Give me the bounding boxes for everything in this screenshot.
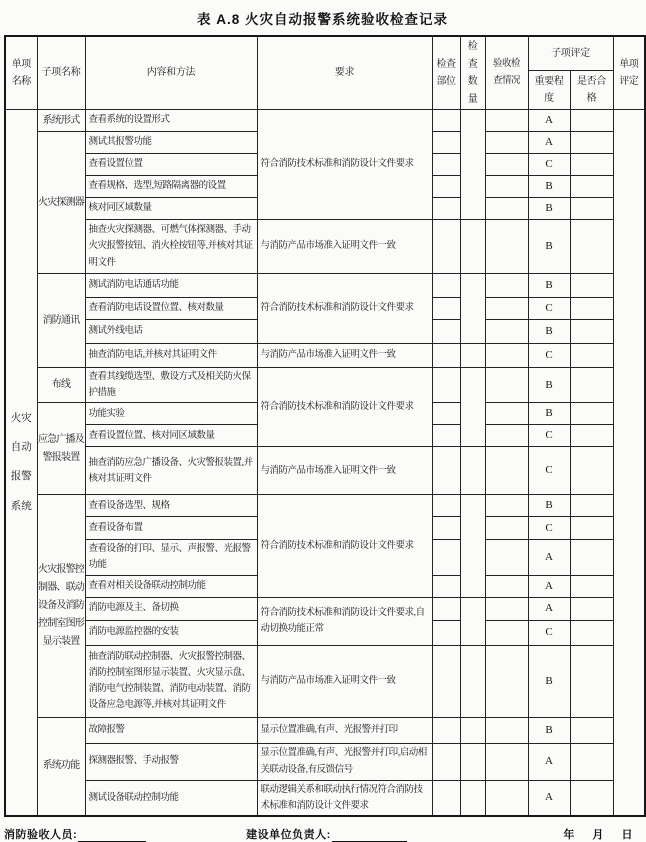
importance-cell: B (528, 368, 570, 403)
content-cell: 测试其报警功能 (85, 132, 257, 154)
qualified-cell (570, 517, 613, 540)
importance-cell: A (528, 780, 570, 816)
check-location-cell (432, 447, 460, 495)
qualified-cell (570, 540, 613, 575)
table-row (5, 597, 645, 620)
check-location-cell (432, 645, 460, 717)
content-cell: 测试消防电话通话功能 (85, 274, 257, 298)
importance-cell: B (528, 645, 570, 717)
table-row (5, 645, 645, 717)
subitem-cell: 应急广播及警报装置 (37, 403, 85, 495)
inspection-record-table (4, 35, 646, 817)
qualified-cell (570, 717, 613, 743)
subitem-cell: 火灾探测器 (37, 132, 85, 274)
qualified-cell (570, 425, 613, 447)
requirement-cell: 与消防产品市场准入证明文件一致 (257, 344, 432, 368)
col-header-qualified: 是否合格 (570, 71, 613, 110)
col-header-importance: 重要程度 (528, 71, 570, 110)
check-location-cell (432, 110, 460, 132)
qualified-cell (570, 447, 613, 495)
content-cell: 测试外线电话 (85, 320, 257, 344)
qualified-cell (570, 575, 613, 597)
col-header-content-method: 内容和方法 (85, 36, 257, 110)
importance-cell: C (528, 344, 570, 368)
check-quantity-cell (460, 344, 485, 368)
qualified-cell (570, 176, 613, 198)
acceptance-status-cell (485, 176, 528, 198)
col-header-check-location: 检查部位 (432, 36, 460, 110)
content-cell: 抽查消防应急广播设备、火灾警报装置,并核对其证明文件 (85, 447, 257, 495)
content-cell: 核对同区域数量 (85, 198, 257, 220)
builder-label: 建设单位负责人: (246, 828, 331, 841)
importance-cell: B (528, 220, 570, 274)
check-quantity-cell (460, 597, 485, 645)
acceptance-status-cell (485, 220, 528, 274)
qualified-cell (570, 132, 613, 154)
col-header-subitem-eval: 子项评定 (528, 36, 613, 71)
importance-cell: C (528, 517, 570, 540)
content-cell: 抽查消防电话,并核对其证明文件 (85, 344, 257, 368)
content-cell: 查看设备选型、规格 (85, 495, 257, 517)
qualified-cell (570, 620, 613, 645)
importance-cell: B (528, 198, 570, 220)
check-quantity-cell (460, 743, 485, 780)
table-row (5, 368, 645, 403)
qualified-cell (570, 344, 613, 368)
requirement-cell: 符合消防技术标准和消防设计文件要求 (257, 495, 432, 597)
importance-cell: B (528, 717, 570, 743)
acceptance-status-cell (485, 198, 528, 220)
unit-eval-cell (613, 110, 645, 816)
acceptance-status-cell (485, 344, 528, 368)
subitem-cell: 布线 (37, 368, 85, 403)
qualified-cell (570, 110, 613, 132)
check-location-cell (432, 176, 460, 198)
qualified-cell (570, 274, 613, 298)
check-location-cell (432, 425, 460, 447)
qualified-cell (570, 298, 613, 320)
requirement-cell: 显示位置准确,有声、光报警并打印,启动相关联动设备,有反馈信号 (257, 743, 432, 780)
acceptance-status-cell (485, 447, 528, 495)
table-row (5, 495, 645, 517)
importance-cell: A (528, 132, 570, 154)
content-cell: 消防电源及主、备切换 (85, 597, 257, 620)
check-location-cell (432, 368, 460, 403)
content-cell: 查看其线缆选型、敷设方式及相关防火保护措施 (85, 368, 257, 403)
check-quantity-cell (460, 717, 485, 743)
check-location-cell (432, 540, 460, 575)
check-location-cell (432, 298, 460, 320)
acceptance-status-cell (485, 540, 528, 575)
content-cell: 功能实验 (85, 403, 257, 425)
col-header-check-quantity: 检查数量 (460, 36, 485, 110)
subitem-cell: 系统形式 (37, 110, 85, 132)
requirement-cell: 符合消防技术标准和消防设计文件要求 (257, 274, 432, 344)
check-quantity-cell (460, 110, 485, 220)
importance-cell: C (528, 298, 570, 320)
table-row (5, 110, 645, 132)
content-cell: 查看规格、选型,短路隔离器的设置 (85, 176, 257, 198)
acceptance-status-cell (485, 132, 528, 154)
requirement-cell: 与消防产品市场准入证明文件一致 (257, 220, 432, 274)
requirement-cell: 符合消防技术标准和消防设计文件要求 (257, 110, 432, 220)
importance-cell: C (528, 620, 570, 645)
acceptance-status-cell (485, 717, 528, 743)
importance-cell: C (528, 154, 570, 176)
check-quantity-cell (460, 780, 485, 816)
qualified-cell (570, 198, 613, 220)
table-row (5, 780, 645, 816)
subitem-cell: 消防通讯 (37, 274, 85, 368)
check-location-cell (432, 320, 460, 344)
acceptance-status-cell (485, 110, 528, 132)
importance-cell: A (528, 575, 570, 597)
table-row (5, 344, 645, 368)
check-location-cell (432, 403, 460, 425)
table-row (5, 220, 645, 274)
content-cell: 抽查火灾探测器、可燃气体探测器、手动火灾报警按钮、消火栓按钮等,并核对其证明文件 (85, 220, 257, 274)
acceptance-status-cell (485, 368, 528, 403)
acceptance-status-cell (485, 597, 528, 620)
content-cell: 查看设置位置 (85, 154, 257, 176)
content-cell: 查看设置位置、核对同区域数量 (85, 425, 257, 447)
acceptance-status-cell (485, 425, 528, 447)
table-row (5, 274, 645, 298)
importance-cell: A (528, 597, 570, 620)
page-title: 表 A.8 火灾自动报警系统验收检查记录 (196, 12, 448, 27)
content-cell: 查看消防电话设置位置、核对数量 (85, 298, 257, 320)
subitem-cell: 系统功能 (37, 717, 85, 816)
qualified-cell (570, 403, 613, 425)
qualified-cell (570, 645, 613, 717)
acceptance-status-cell (485, 154, 528, 176)
content-cell: 查看设备的打印、显示、声报警、光报警功能 (85, 540, 257, 575)
check-location-cell (432, 154, 460, 176)
check-location-cell (432, 220, 460, 274)
importance-cell: C (528, 447, 570, 495)
unit-name-cell: 火灾自动报警系统 (5, 110, 37, 816)
check-location-cell (432, 344, 460, 368)
subitem-cell: 火灾报警控制器、联动设备及消防控制室图形显示装置 (37, 495, 85, 717)
footer (0, 817, 645, 842)
importance-cell: B (528, 403, 570, 425)
content-cell: 查看设备布置 (85, 517, 257, 540)
acceptance-status-cell (485, 274, 528, 298)
check-location-cell (432, 198, 460, 220)
importance-cell: A (528, 110, 570, 132)
importance-cell: B (528, 274, 570, 298)
inspector-signature-line (78, 829, 146, 842)
acceptance-status-cell (485, 575, 528, 597)
acceptance-status-cell (485, 403, 528, 425)
qualified-cell (570, 220, 613, 274)
content-cell: 探测器报警、手动报警 (85, 743, 257, 780)
qualified-cell (570, 495, 613, 517)
check-quantity-cell (460, 274, 485, 344)
check-quantity-cell (460, 645, 485, 717)
col-header-requirement: 要求 (257, 36, 432, 110)
check-location-cell (432, 274, 460, 298)
check-quantity-cell (460, 447, 485, 495)
qualified-cell (570, 368, 613, 403)
acceptance-status-cell (485, 620, 528, 645)
requirement-cell: 与消防产品市场准入证明文件一致 (257, 645, 432, 717)
check-location-cell (432, 517, 460, 540)
importance-cell: B (528, 495, 570, 517)
importance-cell: B (528, 176, 570, 198)
col-header-subitem-name: 子项名称 (37, 36, 85, 110)
qualified-cell (570, 597, 613, 620)
acceptance-status-cell (485, 517, 528, 540)
requirement-cell: 显示位置准确,有声、光报警并打印 (257, 717, 432, 743)
qualified-cell (570, 320, 613, 344)
check-location-cell (432, 132, 460, 154)
acceptance-status-cell (485, 298, 528, 320)
check-quantity-cell (460, 368, 485, 447)
col-header-acceptance-status: 验收检查情况 (485, 36, 528, 110)
requirement-cell: 与消防产品市场准入证明文件一致 (257, 447, 432, 495)
requirement-cell: 符合消防技术标准和消防设计文件要求 (257, 368, 432, 447)
check-location-cell (432, 620, 460, 645)
col-header-unit-name: 单项名称 (5, 36, 37, 110)
content-cell: 查看对相关设备联动控制功能 (85, 575, 257, 597)
importance-cell: C (528, 425, 570, 447)
content-cell: 测试设备联动控制功能 (85, 780, 257, 816)
acceptance-status-cell (485, 495, 528, 517)
content-cell: 故障报警 (85, 717, 257, 743)
check-location-cell (432, 717, 460, 743)
acceptance-status-cell (485, 645, 528, 717)
qualified-cell (570, 154, 613, 176)
builder-signature-line (332, 829, 407, 842)
inspector-label: 消防验收人员: (4, 828, 78, 841)
header-row-1 (5, 36, 645, 71)
col-header-unit-eval: 单项评定 (613, 36, 645, 110)
table-row (5, 717, 645, 743)
importance-cell: B (528, 320, 570, 344)
check-location-cell (432, 780, 460, 816)
check-location-cell (432, 743, 460, 780)
content-cell: 消防电源监控器的安装 (85, 620, 257, 645)
content-cell: 抽查消防联动控制器、火灾报警控制器、消防控制室图形显示装置、火灾显示盘、消防电气控制装置、消防电动装置、消防设备应急电源等,并核对其证明文件 (85, 645, 257, 717)
requirement-cell: 符合消防技术标准和消防设计文件要求,自动切换功能正常 (257, 597, 432, 645)
acceptance-status-cell (485, 320, 528, 344)
importance-cell: A (528, 540, 570, 575)
date-label: 年 月 日 (563, 828, 633, 841)
importance-cell: A (528, 743, 570, 780)
acceptance-status-cell (485, 780, 528, 816)
check-location-cell (432, 597, 460, 620)
content-cell: 查看系统的设置形式 (85, 110, 257, 132)
table-row (5, 743, 645, 780)
check-quantity-cell (460, 495, 485, 597)
check-location-cell (432, 495, 460, 517)
qualified-cell (570, 743, 613, 780)
check-location-cell (432, 575, 460, 597)
qualified-cell (570, 780, 613, 816)
acceptance-status-cell (485, 743, 528, 780)
requirement-cell: 联动逻辑关系和联动执行情况符合消防技术标准和消防设计文件要求 (257, 780, 432, 816)
check-quantity-cell (460, 220, 485, 274)
table-row (5, 447, 645, 495)
